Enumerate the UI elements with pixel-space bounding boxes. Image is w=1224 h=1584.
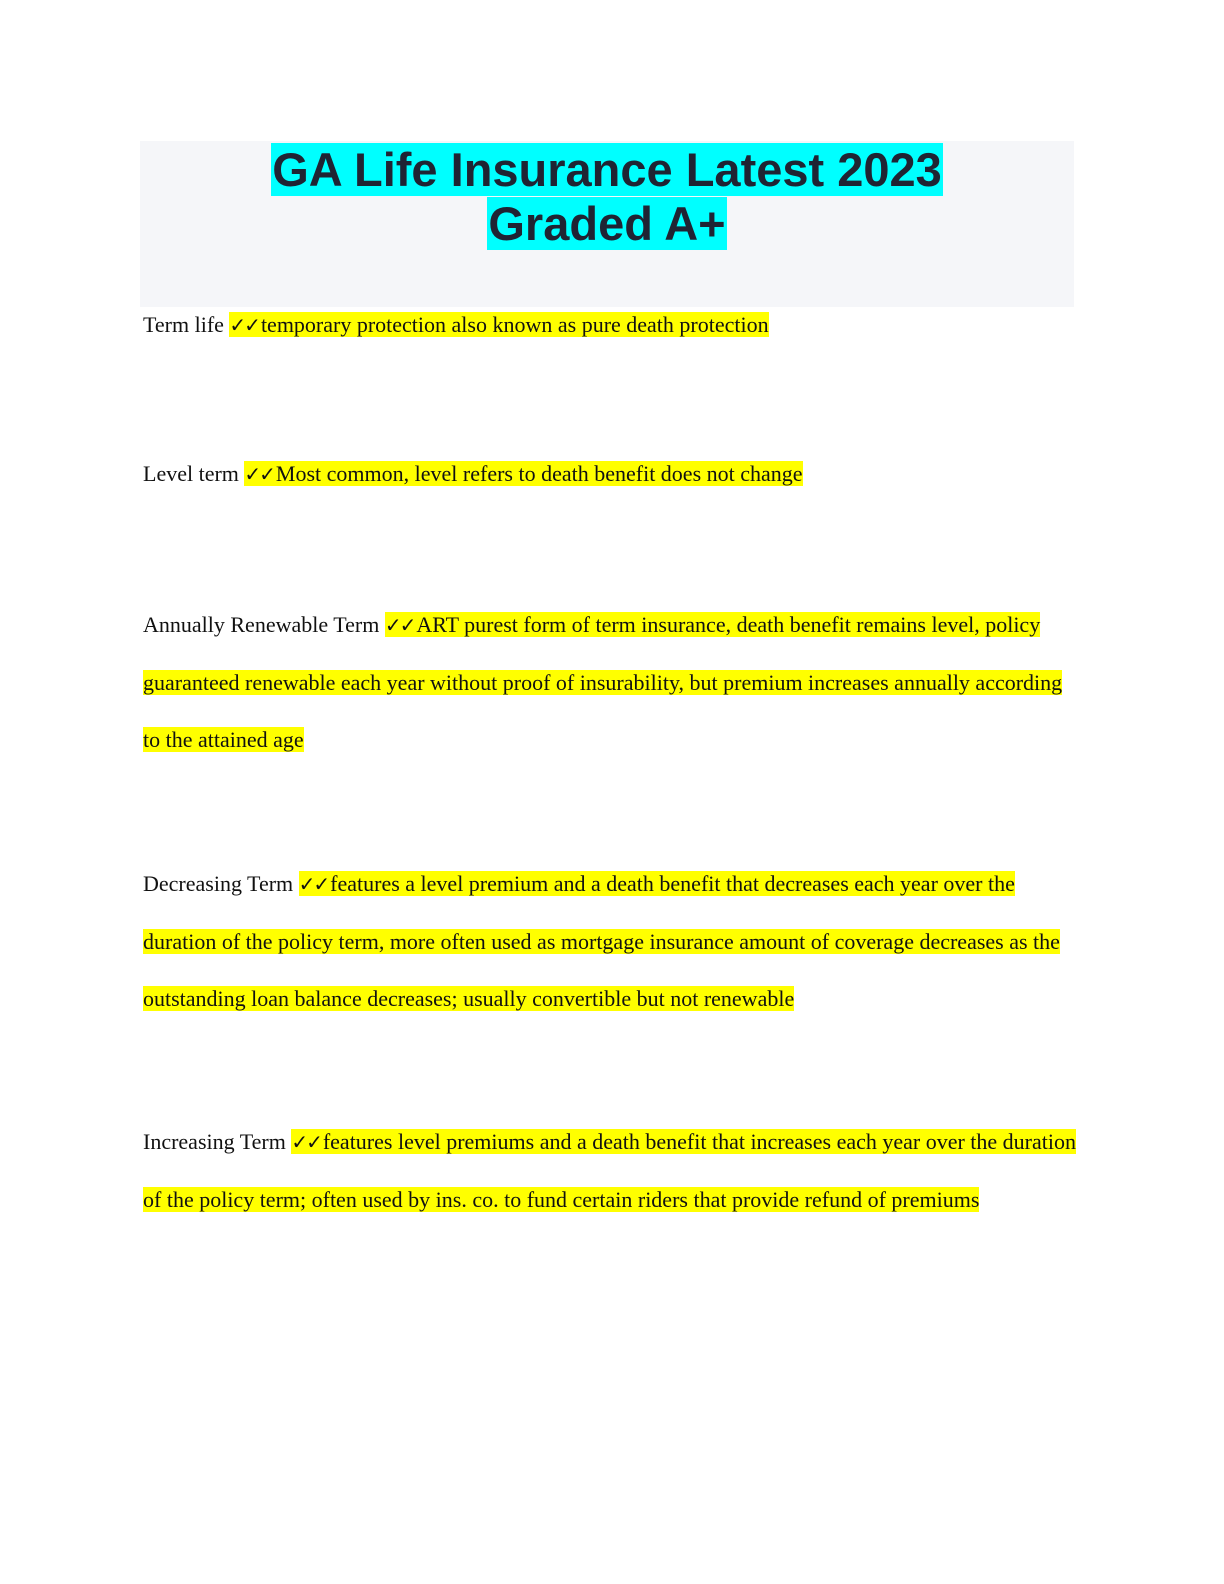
title-line-1: GA Life Insurance Latest 2023	[272, 143, 942, 196]
entry-increasing-term	[143, 1113, 1083, 1228]
title-box	[140, 141, 1074, 307]
double-check-icon: ✓✓	[244, 462, 274, 486]
document-title	[140, 141, 1074, 251]
double-check-icon: ✓✓	[298, 872, 329, 896]
entry-definition: features a level premium and a death benefit that decreases each year over the duration of the policy term, more often used as mortgage insurance amount of coverage decreases as the outstanding loan balance decreases; usually convertible but not renewable	[143, 871, 1060, 1011]
entry-annually-renewable-term	[143, 596, 1083, 768]
double-check-icon: ✓✓	[229, 313, 259, 337]
entry-definition: Most common, level refers to death benefit does not change	[275, 461, 803, 486]
entry-definition: ART purest form of term insurance, death benefit remains level, policy guaranteed renewable each year without proof of insurability, but premium increases annually according to the attained age	[143, 612, 1063, 752]
entry-term: Decreasing Term	[143, 871, 299, 896]
entry-term: Term life	[143, 312, 230, 337]
entry-term: Level term	[143, 461, 245, 486]
entry-term-life	[143, 296, 1083, 354]
double-check-icon: ✓✓	[291, 1130, 321, 1154]
entry-term: Increasing Term	[143, 1129, 292, 1154]
entry-decreasing-term	[143, 855, 1083, 1027]
double-check-icon: ✓✓	[384, 613, 415, 637]
entry-level-term	[143, 445, 1083, 503]
entry-term: Annually Renewable Term	[143, 612, 385, 637]
entry-definition: features level premiums and a death benefit that increases each year over the duration of the policy term; often used by ins. co. to fund certain riders that provide refund of premiums	[143, 1129, 1076, 1212]
entry-definition: temporary protection also known as pure death protection	[260, 312, 769, 337]
title-line-2: Graded A+	[488, 197, 726, 250]
